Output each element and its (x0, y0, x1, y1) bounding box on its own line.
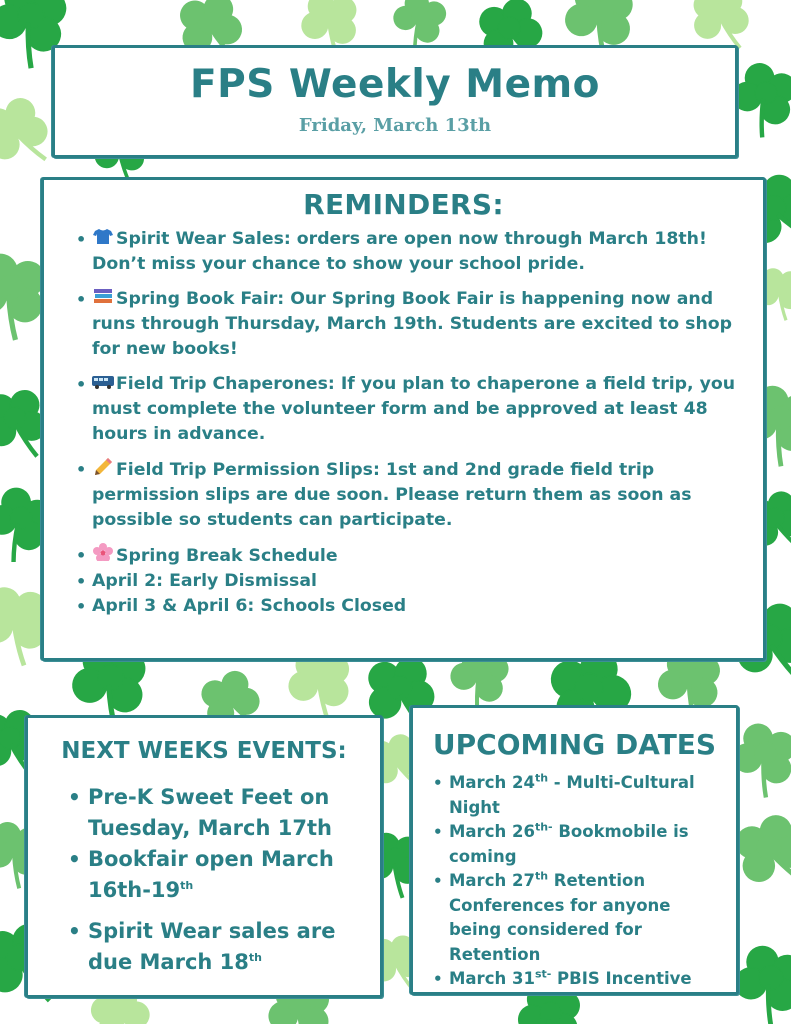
reminder-text: Field Trip Chaperones: If you plan to chaperone a field trip, you must complete the volunteer form and be approved at least 48 hours in advance. (92, 374, 736, 444)
reminder-text: Spring Break Schedule (116, 546, 338, 566)
date-description: Retention Conferences for anyone being considered for Retention (449, 871, 671, 964)
ordinal-suffix: th (534, 869, 549, 883)
list-item (92, 287, 743, 362)
upcoming-list (413, 771, 736, 992)
list-item (92, 227, 743, 277)
date-text: March 24 (449, 773, 535, 792)
list-item (92, 543, 743, 569)
list-item (88, 916, 366, 978)
next-weeks-events-panel (25, 715, 383, 998)
reminder-text: Field Trip Permission Slips: 1st and 2nd grade field trip permission slips are due soon. Please return them as soon as possible so students can participate. (92, 460, 692, 530)
tshirt-icon (92, 227, 114, 252)
reminder-text: Spring Book Fair: Our Spring Book Fair is happening now and runs through Thursday, March 19th. Students are excited to shop for new books! (92, 289, 732, 359)
upcoming-heading: UPCOMING DATES (432, 728, 717, 761)
list-item (449, 869, 724, 967)
reminders-list (44, 227, 763, 619)
date-description: - Multi-Cultural Night (449, 773, 695, 817)
upcoming-dates-panel (410, 705, 739, 995)
list-item (92, 569, 743, 594)
ordinal-suffix: th (180, 879, 194, 892)
reminder-text: April 2: Early Dismissal (92, 571, 317, 591)
ordinal-suffix: th- (534, 820, 553, 834)
reminder-text: April 3 & April 6: Schools Closed (92, 596, 407, 616)
reminders-heading: REMINDERS: (303, 188, 504, 221)
events-list (28, 782, 380, 978)
list-item (449, 771, 724, 820)
bus-icon (92, 372, 114, 397)
reminder-text: Spirit Wear Sales: orders are open now through March 18th! Don’t miss your chance to show your school pride. (92, 229, 707, 274)
pencil-icon (92, 457, 114, 483)
page-title: FPS Weekly Memo (190, 62, 600, 107)
date-text: March 31 (449, 969, 535, 988)
event-text: Pre-K Sweet Feet on Tuesday, March 17th (88, 785, 332, 840)
ordinal-suffix: st- (534, 967, 552, 981)
events-heading: NEXT WEEKS EVENTS: (61, 738, 347, 764)
event-text: Spirit Wear sales are due March 18 (88, 919, 336, 974)
date-description: Bookmobile is coming (449, 822, 689, 866)
list-item (92, 594, 743, 619)
ordinal-suffix: th (534, 771, 549, 785)
title-panel (52, 45, 738, 158)
memo-date: Friday, March 13th (298, 115, 492, 136)
date-text: March 27 (449, 871, 535, 890)
date-text: March 26 (449, 822, 535, 841)
list-item (449, 820, 724, 869)
list-item (88, 782, 366, 844)
ordinal-suffix: th (248, 951, 262, 964)
list-item (449, 967, 724, 992)
list-item (92, 372, 743, 447)
list-item (92, 457, 743, 533)
flower-icon (92, 543, 114, 569)
event-text: Bookfair open March 16th-19 (88, 847, 334, 902)
reminders-panel (41, 177, 766, 661)
shamrock-icon (0, 93, 59, 179)
list-item (88, 844, 366, 906)
date-description: PBIS Incentive (551, 969, 692, 988)
books-icon (92, 287, 114, 312)
